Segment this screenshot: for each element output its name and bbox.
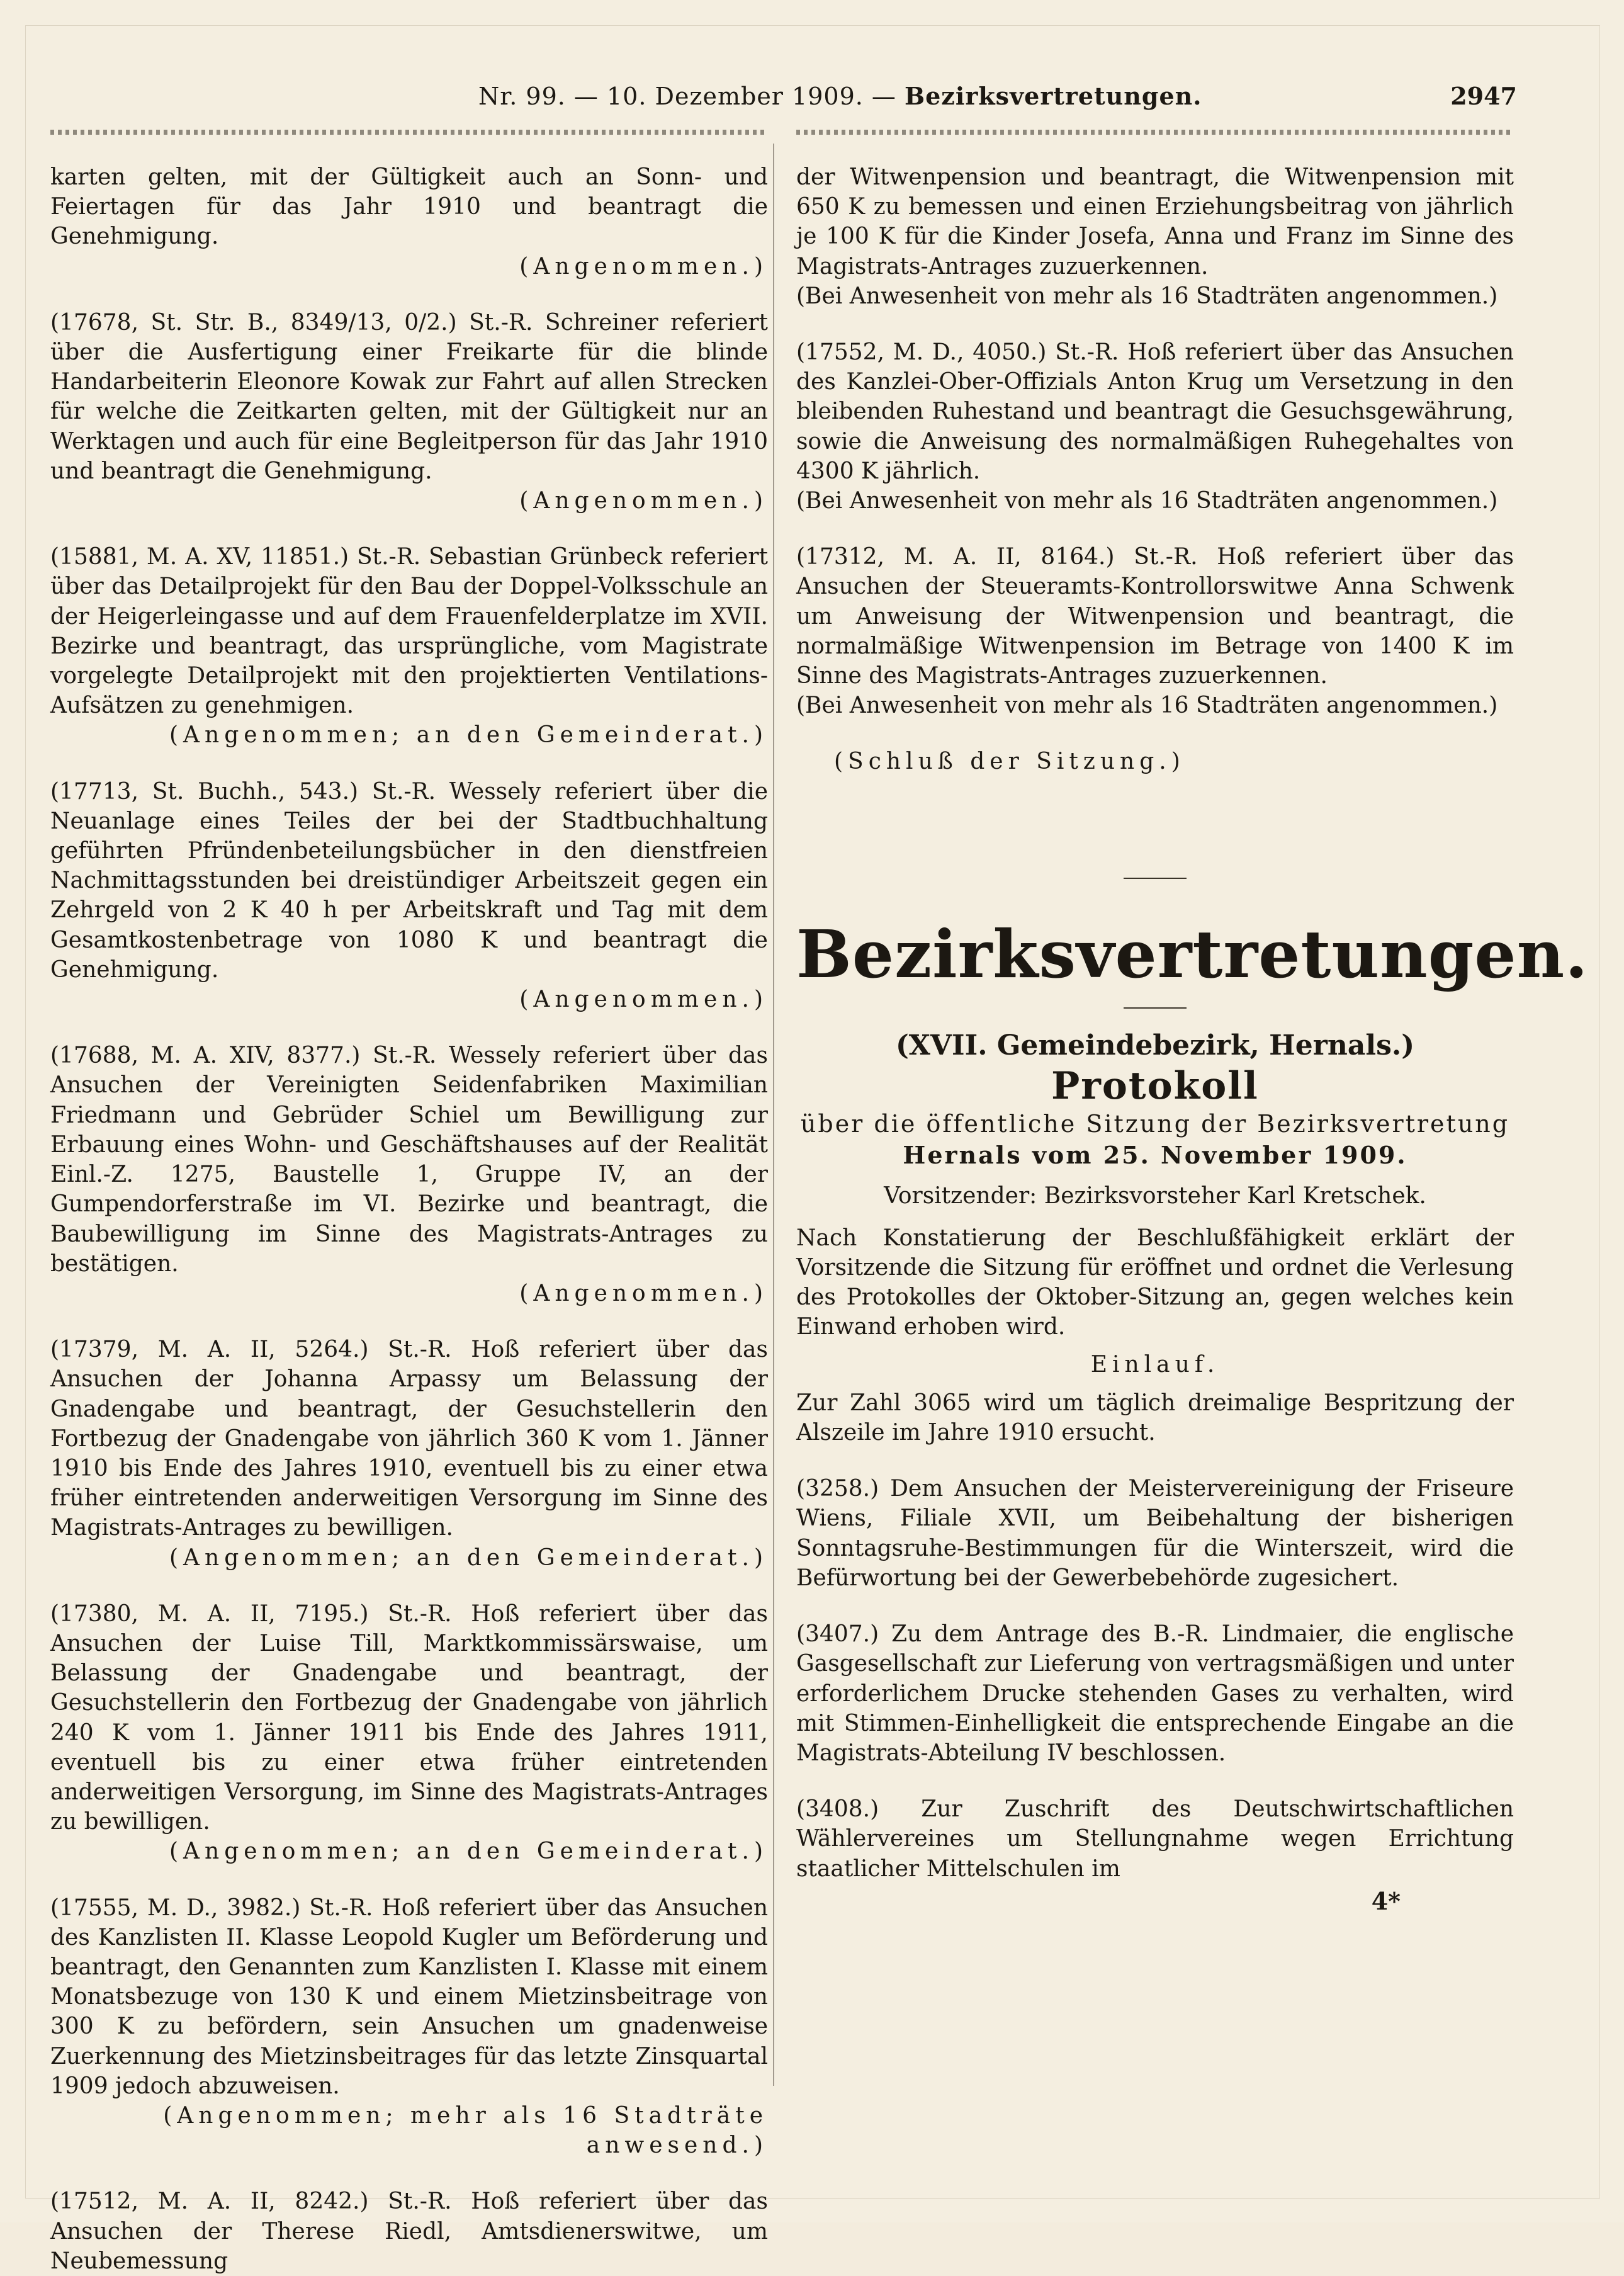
left-entry — [50, 1893, 768, 2161]
left-entry — [50, 777, 768, 1015]
entry-status: (Angenommen; an den Gemeinderat.) — [169, 722, 768, 749]
einlauf-item: (3408.) Zur Zuschrift des Deutschwirtschaftlichen Wählervereines um Stellungnahme wegen Errichtung staatlicher Mittelschulen im — [796, 1796, 1514, 1882]
header-section: Bezirksvertretungen. — [905, 82, 1202, 110]
entry-text: der Witwenpension und beantragt, die Witwenpension mit 650 K zu bemessen und einen Erziehungsbeitrag von jährlich je 100 K für die Kinder Josefa, Anna und Franz im Sinne des Magistrats-Antrages zuzuerkennen. — [796, 164, 1514, 280]
entry-status: (Angenommen.) — [519, 1280, 768, 1306]
column-divider — [773, 144, 774, 2086]
entry-text: (15881, M. A. XV, 11851.) St.-R. Sebastian Grünbeck referiert über das Detailprojekt für den Bau der Doppel-Volksschule an der Heigerleingasse und auf dem Frauenfelderplatze im XVII. Bezirke und beantragt, das ursprüngliche, vom Magistrate vorgelegte Detailprojekt mit den projektierten Ventilations-Aufsätzen zu genehmigen. — [50, 544, 768, 719]
entry-status: (Angenommen; mehr als 16 Stadträte anwesend.) — [163, 2102, 768, 2159]
entry-text: (17678, St. Str. B., 8349/13, 0/2.) St.-R. Schreiner referiert über die Ausfertigung einer Freikarte für die blinde Handarbeiterin Eleonore Kowak zur Fahrt auf allen Strecken für welche die Zeitkarten gelten, mit der Gültigkeit nur an Werktagen und auch für eine Begleitperson für das Jahr 1910 und beantragt die Genehmigung. — [50, 309, 768, 484]
einlauf-item: (3407.) Zu dem Antrage des B.-R. Lindmaier, die englische Gasgesellschaft zur Lieferung von vertragsmäßigen und unter erforderlichem Drucke stehenden Gases zu verhalten, wird mit Stimmen-Einhelligkeit die entsprechende Eingabe an die Magistrats-Abteilung IV beschlossen. — [796, 1621, 1514, 1766]
left-entry — [50, 1335, 768, 1573]
entry-status: (Bei Anwesenheit von mehr als 16 Stadträten angenommen.) — [796, 693, 1498, 719]
einlauf-item: Zur Zahl 3065 wird um täglich dreimalige Bespritzung der Alszeile im Jahre 1910 ersucht. — [796, 1390, 1514, 1446]
entry-text: (17552, M. D., 4050.) St.-R. Hoß referiert über das Ansuchen des Kanzlei-Ober-Offizials Anton Krug um Versetzung in den bleibenden Ruhestand und beantragt die Gesuchsgewährung, sowie die Anweisung des normalmäßigen Ruhegehaltes von 4300 K jährlich. — [796, 339, 1514, 484]
left-entry — [50, 308, 768, 516]
district-heading: (XVII. Gemeindebezirk, Hernals.) — [895, 1029, 1415, 1062]
einlauf-item: (3258.) Dem Ansuchen der Meistervereinigung der Friseure Wiens, Filiale XVII, um Beibehaltung der bisherigen Sonntagsruhe-Bestimmungen für die Winterszeit, wird die Befürwortung bei der Gewerbebehörde zugesichert. — [796, 1476, 1514, 1591]
entry-text: (17713, St. Buchh., 543.) St.-R. Wessely referiert über die Neuanlage eines Teiles der bei der Stadtbuchhaltung geführten Pfründenbeteilungsbücher in den dienstfreien Nachmittagsstunden bei dreistündiger Arbeitszeit gegen ein Zehrgeld von 2 K 40 h per Arbeitskraft und Tag mit dem Gesamtkostenbetrage von 1080 K und beantragt die Genehmigung. — [50, 778, 768, 983]
entry-status: (Angenommen; an den Gemeinderat.) — [169, 1544, 768, 1571]
page-header — [50, 82, 1517, 120]
entry-text: (17380, M. A. II, 7195.) St.-R. Hoß referiert über das Ansuchen der Luise Till, Marktkommissärswaise, um Belassung der Gnadengabe und beantragt, der Gesuchstellerin den Fortbezug der Gnadengabe von jährlich 240 K vom 1. Jänner 1911 bis Ende des Jahres 1911, eventuell bis zu einer etwa früher eintretenden anderweitigen Versorgung, im Sinne des Magistrats-Antrages zu bewilligen. — [50, 1600, 768, 1835]
protocol-heading: Protokoll — [1051, 1063, 1259, 1108]
header-issue: Nr. 99. — 10. Dezember 1909. — — [478, 82, 896, 110]
entry-text: (17555, M. D., 3982.) St.-R. Hoß referiert über das Ansuchen des Kanzlisten II. Klasse Leopold Kugler um Beförderung und beantragt, den Genannten zum Kanzlisten I. Klasse mit einem Monatsbezuge von 130 K und einem Mietzinsbeitrage von 300 K zu befördern, sein Ansuchen um gnadenweise Zuerkennung des Mietzinsbeitrages für das letzte Zinsquartal 1909 jedoch abzuweisen. — [50, 1894, 768, 2099]
entry-text: (17688, M. A. XIV, 8377.) St.-R. Wessely referiert über das Ansuchen der Vereinigten Seidenfabriken Maximilian Friedmann und Gebrüder Schiel um Bewilligung zur Erbauung eines Wohn- und Geschäftshauses auf der Realität Einl.-Z. 1275, Baustelle 1, Gruppe IV, an der Gumpendorferstraße im VI. Bezirke und beantragt, die Baubewilligung im Sinne des Magistrats-Antrages zu bestätigen. — [50, 1043, 768, 1277]
signature-mark: 4* — [1371, 1886, 1401, 1915]
entry-status: (Bei Anwesenheit von mehr als 16 Stadträten angenommen.) — [796, 488, 1498, 514]
left-column — [50, 162, 768, 2276]
title-rule — [1124, 1007, 1187, 1009]
left-entry — [50, 1041, 768, 1308]
entry-status: (Angenommen; an den Gemeinderat.) — [169, 1838, 768, 1865]
entry-text: karten gelten, mit der Gültigkeit auch an Sonn- und Feiertagen für das Jahr 1910 und beantragt die Genehmigung. — [50, 164, 768, 250]
entry-status: (Bei Anwesenheit von mehr als 16 Stadträten angenommen.) — [796, 283, 1498, 309]
entry-status: (Angenommen.) — [519, 987, 768, 1013]
session-date-line: Hernals vom 25. November 1909. — [903, 1140, 1407, 1169]
page-number: 2947 — [1450, 82, 1517, 110]
entry-status: (Angenommen.) — [519, 488, 768, 514]
header-rule-right — [796, 130, 1514, 135]
einlauf-heading: Einlauf. — [1090, 1351, 1220, 1378]
right-entry — [796, 162, 1514, 311]
entry-text: (17379, M. A. II, 5264.) St.-R. Hoß referiert über das Ansuchen der Johanna Arpassy um Belassung der Gnadengabe und beantragt, der Gesuchstellerin den Fortbezug der Gnadengabe von jährlich 360 K vom 1. Jänner 1910 bis Ende des Jahres 1910, eventuell bis zu einer etwa früher eintretenden anderweitigen Versorgung im Sinne des Magistrats-Antrages zu bewilligen. — [50, 1337, 768, 1541]
left-entry — [50, 542, 768, 750]
intro-paragraph: Nach Konstatierung der Beschlußfähigkeit erklärt der Vorsitzende die Sitzung für eröffnet und ordnet die Verlesung des Protokolles der Oktober-Sitzung an, gegen welches kein Einwand erhoben wird. — [796, 1225, 1514, 1340]
chairman-line: Vorsitzender: Bezirksvorsteher Karl Kretschek. — [884, 1182, 1426, 1209]
left-entry — [50, 2187, 768, 2276]
session-line: über die öffentliche Sitzung der Bezirksvertretung — [800, 1109, 1510, 1138]
left-entry — [50, 1599, 768, 1867]
left-entry — [50, 162, 768, 281]
right-column — [796, 162, 1589, 1916]
section-title: Bezirksvertretungen. — [796, 915, 1589, 993]
right-entry — [796, 337, 1514, 516]
entry-text: (17512, M. A. II, 8242.) St.-R. Hoß referiert über das Ansuchen der Therese Riedl, Amtsdienerswitwe, um Neubemessung — [50, 2188, 768, 2274]
entry-status: (Angenommen.) — [519, 253, 768, 280]
header-rule-left — [50, 130, 768, 135]
header-issue-line — [478, 82, 1202, 110]
section-separator — [1124, 878, 1187, 879]
session-closing: (Schluß der Sitzung.) — [834, 749, 1185, 775]
entry-text: (17312, M. A. II, 8164.) St.-R. Hoß referiert über das Ansuchen der Steueramts-Kontrollorswitwe Anna Schwenk um Anweisung der Witwenpension und beantragt, die normalmäßige Witwenpension im Betrage von 1400 K im Sinne des Magistrats-Antrages zuzuerkennen. — [796, 544, 1514, 689]
right-entry — [796, 542, 1514, 720]
